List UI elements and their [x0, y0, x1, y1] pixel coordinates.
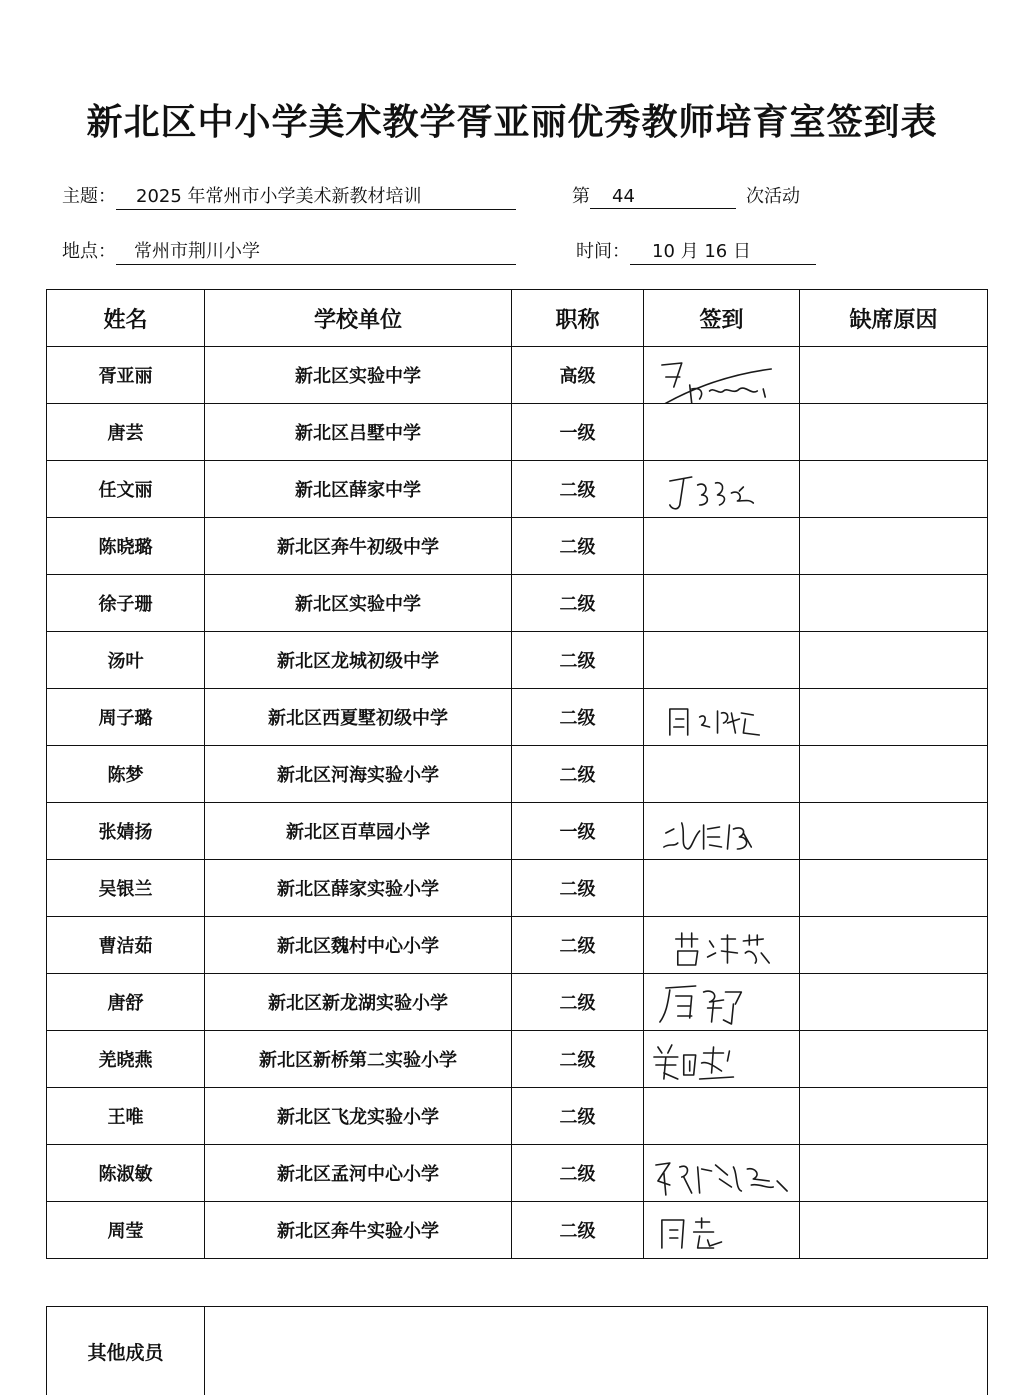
- cell-absence-reason: [800, 974, 988, 1031]
- signature-stroke: [700, 716, 710, 727]
- table-row: [47, 518, 988, 575]
- table-row: [47, 860, 988, 917]
- cell-signature: [644, 917, 800, 974]
- cell-school: 新北区薛家实验小学: [205, 860, 512, 917]
- cell-title: 二级: [512, 461, 644, 518]
- cell-school: 新北区吕墅中学: [205, 404, 512, 461]
- cell-title: 一级: [512, 404, 644, 461]
- table-row: [47, 974, 988, 1031]
- cell-name: 陈晓璐: [47, 518, 205, 575]
- handwritten-signature: [644, 1031, 799, 1087]
- cell-school: 新北区新龙湖实验小学: [205, 974, 512, 1031]
- signature-stroke: [708, 935, 738, 963]
- cell-title: 二级: [512, 974, 644, 1031]
- signature-stroke: [694, 1218, 722, 1248]
- cell-signature: [644, 1088, 800, 1145]
- cell-absence-reason: [800, 746, 988, 803]
- topic-line: [62, 182, 516, 210]
- session-number: 44: [590, 186, 736, 209]
- cell-name: 陈梦: [47, 746, 205, 803]
- handwritten-signature: [644, 917, 799, 973]
- location-label: 地点：: [62, 241, 116, 262]
- topic-label: 主题：: [62, 186, 116, 207]
- cell-title: 高级: [512, 347, 644, 404]
- header-sign: 签到: [644, 290, 800, 347]
- cell-title: 二级: [512, 632, 644, 689]
- handwritten-signature: [644, 461, 799, 517]
- cell-title: 二级: [512, 917, 644, 974]
- cell-absence-reason: [800, 347, 988, 404]
- cell-absence-reason: [800, 1202, 988, 1259]
- header-name: 姓名: [47, 290, 205, 347]
- cell-title: 二级: [512, 1145, 644, 1202]
- cell-name: 唐舒: [47, 974, 205, 1031]
- signature-stroke: [704, 825, 722, 849]
- cell-school: 新北区百草园小学: [205, 803, 512, 860]
- cell-name: 胥亚丽: [47, 347, 205, 404]
- signature-stroke: [662, 1220, 684, 1248]
- cell-title: 二级: [512, 746, 644, 803]
- cell-title: 二级: [512, 689, 644, 746]
- cell-absence-reason: [800, 1088, 988, 1145]
- other-members-table: [46, 1306, 988, 1395]
- cell-school: 新北区实验中学: [205, 575, 512, 632]
- cell-title: 二级: [512, 1031, 644, 1088]
- cell-school: 新北区西夏墅初级中学: [205, 689, 512, 746]
- cell-absence-reason: [800, 461, 988, 518]
- other-members-label: 其他成员: [47, 1307, 205, 1396]
- cell-school: 新北区实验中学: [205, 347, 512, 404]
- cell-name: 周子璐: [47, 689, 205, 746]
- signature-stroke: [654, 1045, 678, 1079]
- time-label: 时间：: [576, 241, 630, 262]
- cell-signature: [644, 803, 800, 860]
- cell-school: 新北区河海实验小学: [205, 746, 512, 803]
- cell-name: 陈淑敏: [47, 1145, 205, 1202]
- table-row: [47, 917, 988, 974]
- cell-signature: [644, 1145, 800, 1202]
- handwritten-signature: [644, 347, 799, 403]
- cell-signature: [644, 974, 800, 1031]
- cell-name: 唐芸: [47, 404, 205, 461]
- signature-stroke: [727, 825, 751, 849]
- table-header-row: [47, 290, 988, 347]
- cell-school: 新北区奔牛实验小学: [205, 1202, 512, 1259]
- signature-stroke: [656, 1163, 670, 1195]
- cell-title: 二级: [512, 1202, 644, 1259]
- table-row: [47, 1031, 988, 1088]
- cell-absence-reason: [800, 917, 988, 974]
- cell-signature: [644, 1031, 800, 1088]
- header-title: 职称: [512, 290, 644, 347]
- cell-name: 曹洁茹: [47, 917, 205, 974]
- cell-school: 新北区孟河中心小学: [205, 1145, 512, 1202]
- handwritten-signature: [644, 1145, 799, 1201]
- cell-name: 周莹: [47, 1202, 205, 1259]
- cell-title: 一级: [512, 803, 644, 860]
- cell-absence-reason: [800, 575, 988, 632]
- time-value: 10 月 16 日: [630, 237, 816, 265]
- cell-signature: [644, 347, 800, 404]
- cell-school: 新北区飞龙实验小学: [205, 1088, 512, 1145]
- signature-stroke: [716, 483, 725, 505]
- table-row: [47, 1088, 988, 1145]
- handwritten-signature: [644, 689, 799, 745]
- table-row: [47, 1202, 988, 1259]
- handwritten-signature: [644, 803, 799, 859]
- cell-school: 新北区薛家中学: [205, 461, 512, 518]
- table-row: [47, 347, 988, 404]
- signature-stroke: [680, 1166, 712, 1193]
- header-absence-reason: 缺席原因: [800, 290, 988, 347]
- cell-name: 羌晓燕: [47, 1031, 205, 1088]
- sign-in-table: [46, 289, 988, 1259]
- handwritten-signature: [644, 1202, 799, 1258]
- cell-absence-reason: [800, 518, 988, 575]
- cell-title: 二级: [512, 860, 644, 917]
- signature-stroke: [690, 385, 766, 403]
- cell-school: 新北区龙城初级中学: [205, 632, 512, 689]
- signature-stroke: [704, 991, 742, 1024]
- table-row: [47, 689, 988, 746]
- cell-signature: [644, 689, 800, 746]
- cell-signature: [644, 632, 800, 689]
- cell-absence-reason: [800, 404, 988, 461]
- cell-name: 王唯: [47, 1088, 205, 1145]
- signature-stroke: [676, 933, 698, 965]
- cell-absence-reason: [800, 803, 988, 860]
- cell-absence-reason: [800, 860, 988, 917]
- signature-stroke: [698, 484, 708, 505]
- table-row: [47, 803, 988, 860]
- cell-signature: [644, 575, 800, 632]
- cell-name: 任文丽: [47, 461, 205, 518]
- cell-signature: [644, 518, 800, 575]
- cell-absence-reason: [800, 632, 988, 689]
- location-line: [62, 237, 516, 265]
- signature-stroke: [684, 1055, 696, 1075]
- signature-stroke: [664, 823, 700, 849]
- topic-value: 2025 年常州市小学美术新教材培训: [116, 182, 516, 210]
- page-title: 新北区中小学美术教学胥亚丽优秀教师培育室签到表: [86, 102, 938, 143]
- signature-stroke: [656, 369, 771, 403]
- cell-absence-reason: [800, 1031, 988, 1088]
- signature-stroke: [662, 363, 682, 387]
- signature-stroke: [670, 477, 692, 509]
- table-row: [47, 746, 988, 803]
- cell-title: 二级: [512, 518, 644, 575]
- signature-stroke: [747, 1169, 787, 1191]
- table-row: [47, 1145, 988, 1202]
- cell-name: 吴银兰: [47, 860, 205, 917]
- cell-name: 汤叶: [47, 632, 205, 689]
- signature-stroke: [716, 1165, 742, 1191]
- table-row: [47, 461, 988, 518]
- session-suffix: 次活动: [746, 186, 800, 207]
- location-value: 常州市荆川小学: [116, 237, 516, 265]
- handwritten-signature: [644, 974, 799, 1030]
- signature-stroke: [700, 1047, 734, 1079]
- other-members-field: [205, 1307, 988, 1396]
- cell-name: 张婧扬: [47, 803, 205, 860]
- signature-stroke: [670, 709, 688, 735]
- table-row: [47, 575, 988, 632]
- signature-stroke: [743, 935, 769, 963]
- cell-absence-reason: [800, 1145, 988, 1202]
- time-line: [576, 237, 816, 265]
- signature-stroke: [660, 986, 696, 1022]
- header-school: 学校单位: [205, 290, 512, 347]
- cell-title: 二级: [512, 1088, 644, 1145]
- cell-signature: [644, 1202, 800, 1259]
- cell-school: 新北区魏村中心小学: [205, 917, 512, 974]
- cell-name: 徐子珊: [47, 575, 205, 632]
- cell-school: 新北区新桥第二实验小学: [205, 1031, 512, 1088]
- cell-absence-reason: [800, 689, 988, 746]
- session-prefix: 第: [572, 186, 590, 207]
- cell-signature: [644, 404, 800, 461]
- other-members-row: [47, 1307, 988, 1396]
- cell-signature: [644, 860, 800, 917]
- cell-school: 新北区奔牛初级中学: [205, 518, 512, 575]
- session-line: [572, 182, 800, 209]
- cell-signature: [644, 746, 800, 803]
- table-row: [47, 404, 988, 461]
- signature-stroke: [718, 711, 760, 735]
- signature-stroke: [731, 487, 753, 503]
- cell-signature: [644, 461, 800, 518]
- table-row: [47, 632, 988, 689]
- cell-title: 二级: [512, 575, 644, 632]
